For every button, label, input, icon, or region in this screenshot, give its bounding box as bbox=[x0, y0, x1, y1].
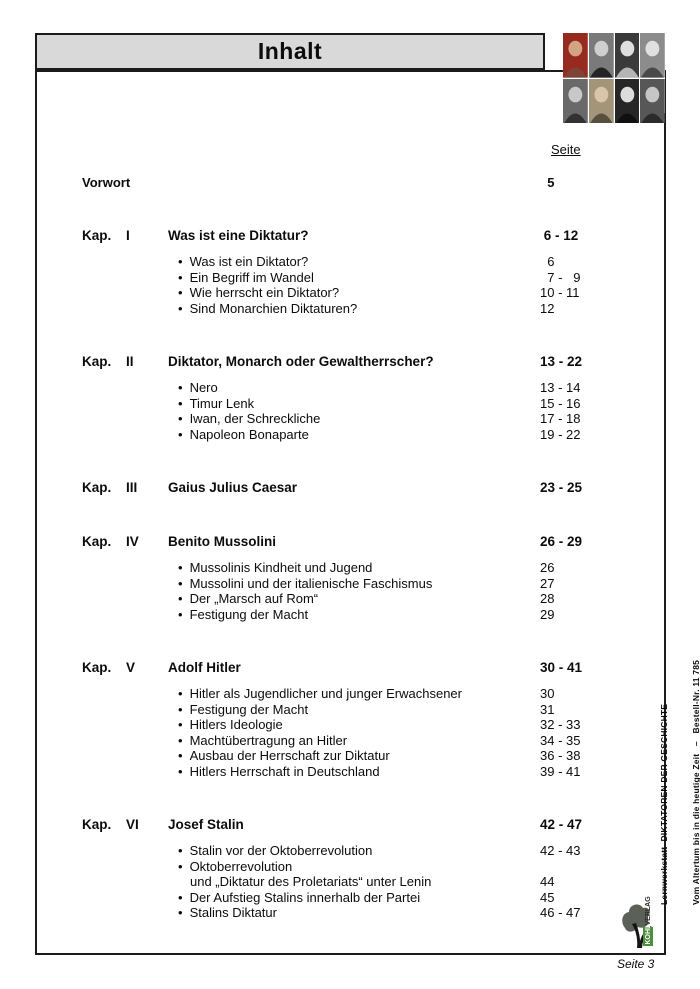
item-title bbox=[168, 560, 540, 576]
toc-item-row bbox=[82, 890, 606, 906]
toc-item-row bbox=[82, 843, 606, 859]
item-text: Festigung der Macht bbox=[189, 606, 309, 622]
bullet-icon: • bbox=[178, 732, 183, 748]
item-title bbox=[168, 591, 540, 607]
kap-numeral: IV bbox=[126, 534, 139, 549]
spacer bbox=[82, 411, 168, 427]
chapter-items bbox=[82, 254, 606, 316]
item-pages: 46 - 47 bbox=[540, 905, 581, 920]
item-pages: 17 - 18 bbox=[540, 411, 581, 426]
toc-chapter-I bbox=[82, 228, 606, 316]
bullet-icon: • bbox=[178, 285, 183, 300]
portrait-caesar-bust bbox=[615, 33, 640, 78]
chapter-pages: 30 - 41 bbox=[540, 660, 583, 675]
item-pages: 34 - 35 bbox=[540, 732, 581, 748]
chapter-title: Diktator, Monarch oder Gewaltherrscher? bbox=[168, 354, 434, 369]
item-pages: 45 bbox=[540, 889, 555, 905]
item-title bbox=[168, 396, 540, 412]
edge-series-credit bbox=[638, 635, 700, 905]
chapter-pages: 26 - 29 bbox=[540, 534, 583, 549]
item-text: Timur Lenk bbox=[189, 395, 255, 411]
bullet-icon: • bbox=[178, 843, 183, 858]
spacer bbox=[82, 560, 168, 576]
toc-item-row bbox=[82, 702, 606, 718]
spacer bbox=[82, 733, 168, 749]
item-text: Hitlers Ideologie bbox=[189, 717, 283, 732]
chapter-kap-label bbox=[82, 354, 168, 370]
portrait-stalin-young bbox=[589, 33, 614, 78]
toc-chapter-VI bbox=[82, 817, 606, 921]
kap-numeral: I bbox=[126, 228, 130, 243]
item-pages: 27 bbox=[540, 575, 555, 591]
item-pages bbox=[540, 859, 606, 875]
item-title bbox=[168, 717, 540, 733]
item-title bbox=[168, 254, 540, 270]
spacer bbox=[82, 301, 168, 317]
chapter-kap-label bbox=[82, 480, 168, 496]
item-text: Der „Marsch auf Rom“ bbox=[189, 591, 319, 606]
item-pages: 32 - 33 bbox=[540, 717, 581, 732]
item-text: Iwan, der Schreckliche bbox=[189, 411, 321, 426]
portrait-mao bbox=[563, 33, 588, 78]
page-title: Inhalt bbox=[257, 38, 323, 64]
toc-item-row bbox=[82, 380, 606, 396]
spacer bbox=[82, 843, 168, 859]
chapter-kap-label bbox=[82, 817, 168, 833]
item-text: Oktoberrevolution bbox=[189, 858, 293, 874]
bullet-icon: • bbox=[178, 380, 183, 395]
item-text: Nero bbox=[189, 380, 218, 395]
kohl-verlag-tree-icon bbox=[618, 884, 664, 952]
spacer bbox=[82, 396, 168, 412]
toc-chapter-II bbox=[82, 354, 606, 442]
item-title bbox=[168, 411, 540, 427]
chapter-kap-label bbox=[82, 660, 168, 676]
vorwort-label: Vorwort bbox=[82, 174, 131, 190]
spacer bbox=[82, 576, 168, 592]
spacer bbox=[82, 764, 168, 780]
toc-chapters bbox=[82, 228, 606, 921]
item-pages: 7 - 9 bbox=[540, 269, 581, 285]
kap-word: Kap. bbox=[82, 228, 112, 243]
spacer bbox=[82, 591, 168, 607]
item-pages: 28 bbox=[540, 591, 555, 606]
spacer bbox=[82, 874, 168, 890]
spacer bbox=[82, 380, 168, 396]
item-text: Machtübertragung an Hitler bbox=[189, 732, 348, 748]
chapter-kap-label bbox=[82, 228, 168, 244]
spacer bbox=[82, 686, 168, 702]
kap-word: Kap. bbox=[82, 534, 112, 549]
toc-item-row bbox=[82, 686, 606, 702]
bullet-icon: • bbox=[178, 748, 183, 763]
spacer bbox=[82, 427, 168, 443]
item-title bbox=[168, 686, 540, 702]
toc-chapter-III bbox=[82, 480, 606, 496]
toc-item-continuation-row bbox=[82, 874, 606, 890]
item-title bbox=[168, 890, 540, 906]
spacer bbox=[82, 905, 168, 921]
toc-item-row bbox=[82, 733, 606, 749]
item-pages: 15 - 16 bbox=[540, 395, 581, 411]
toc-item-row bbox=[82, 270, 606, 286]
item-pages: 42 - 43 bbox=[540, 843, 581, 858]
toc-column-header-row bbox=[82, 142, 606, 158]
toc-item-row bbox=[82, 748, 606, 764]
bullet-icon: • bbox=[178, 606, 183, 622]
item-title bbox=[168, 301, 540, 317]
bullet-icon: • bbox=[178, 858, 183, 874]
chapter-header-row bbox=[82, 480, 606, 496]
portrait-hitler bbox=[589, 79, 614, 124]
bullet-icon: • bbox=[178, 905, 183, 920]
spacer bbox=[82, 859, 168, 875]
item-text: Hitler als Jugendlicher und junger Erwachsener bbox=[189, 686, 462, 701]
bullet-icon: • bbox=[178, 686, 183, 701]
item-title bbox=[168, 702, 540, 718]
item-title bbox=[168, 748, 540, 764]
item-title bbox=[168, 380, 540, 396]
bullet-icon: • bbox=[178, 701, 183, 717]
chapter-items bbox=[82, 560, 606, 622]
bullet-icon: • bbox=[178, 395, 183, 411]
chapter-title: Gaius Julius Caesar bbox=[168, 480, 298, 495]
spacer bbox=[82, 270, 168, 286]
bullet-icon: • bbox=[178, 717, 183, 732]
toc-item-row bbox=[82, 560, 606, 576]
chapter-pages: 23 - 25 bbox=[540, 480, 583, 495]
chapter-header-row bbox=[82, 534, 606, 550]
toc-item-row bbox=[82, 396, 606, 412]
portrait-bearded-leader bbox=[640, 33, 665, 78]
toc-item-row bbox=[82, 301, 606, 317]
toc-item-row bbox=[82, 859, 606, 875]
toc-item-row bbox=[82, 717, 606, 733]
item-pages: 39 - 41 bbox=[540, 763, 581, 779]
item-pages: 44 bbox=[540, 874, 555, 889]
toc-item-row bbox=[82, 905, 606, 921]
toc-vorwort-row bbox=[82, 175, 606, 191]
bullet-icon: • bbox=[178, 411, 183, 426]
item-text: Sind Monarchien Diktaturen? bbox=[189, 300, 358, 316]
chapter-header-row bbox=[82, 817, 606, 833]
portrait-ceausescu bbox=[615, 79, 640, 124]
item-pages: 6 bbox=[540, 254, 555, 269]
item-text: Was ist ein Diktator? bbox=[189, 254, 309, 269]
item-text: Stalins Diktatur bbox=[189, 905, 277, 920]
item-title bbox=[168, 607, 540, 623]
dictators-photo-collage bbox=[563, 33, 665, 113]
kap-numeral: V bbox=[126, 660, 136, 675]
toc-item-row bbox=[82, 576, 606, 592]
item-text: Der Aufstieg Stalins innerhalb der Partei bbox=[189, 889, 421, 905]
item-title bbox=[168, 270, 540, 286]
toc-item-row bbox=[82, 764, 606, 780]
edge-series-title: Lernwerkstatt DIKTATOREN DER GESCHICHTE bbox=[659, 703, 669, 905]
item-text: Napoleon Bonaparte bbox=[189, 426, 309, 442]
toc-item-row bbox=[82, 254, 606, 270]
bullet-icon: • bbox=[178, 591, 183, 606]
bullet-icon: • bbox=[178, 300, 183, 316]
item-text: Mussolinis Kindheit und Jugend bbox=[189, 560, 373, 575]
toc-chapter-V bbox=[82, 660, 606, 779]
item-title bbox=[168, 764, 540, 780]
chapter-items bbox=[82, 843, 606, 921]
item-pages: 30 bbox=[540, 686, 555, 701]
seite-column-header: Seite bbox=[551, 142, 581, 157]
kap-numeral: III bbox=[126, 480, 138, 495]
toc-item-row bbox=[82, 411, 606, 427]
publisher-logo bbox=[618, 884, 664, 957]
item-title bbox=[168, 733, 540, 749]
spacer bbox=[82, 890, 168, 906]
item-text-line2: und „Diktatur des Proletariats“ unter Lenin bbox=[190, 874, 432, 889]
item-text: Hitlers Herrschaft in Deutschland bbox=[189, 763, 380, 779]
chapter-items bbox=[82, 380, 606, 442]
toc-item-row bbox=[82, 607, 606, 623]
chapter-title: Was ist eine Diktatur? bbox=[168, 228, 309, 243]
item-pages: 12 bbox=[540, 300, 555, 316]
chapter-pages: 42 - 47 bbox=[540, 817, 583, 832]
toc-item-row bbox=[82, 285, 606, 301]
item-text: Mussolini und der italienische Faschismus bbox=[189, 575, 433, 591]
chapter-header-row bbox=[82, 228, 606, 244]
chapter-header-row bbox=[82, 660, 606, 676]
item-title bbox=[168, 427, 540, 443]
spacer bbox=[82, 748, 168, 764]
item-pages: 13 - 14 bbox=[540, 380, 581, 395]
table-of-contents bbox=[82, 72, 606, 921]
spacer bbox=[82, 607, 168, 623]
bullet-icon: • bbox=[178, 575, 183, 591]
item-pages: 31 bbox=[540, 701, 555, 717]
kap-numeral: VI bbox=[126, 817, 139, 832]
chapter-title: Josef Stalin bbox=[168, 817, 244, 832]
chapter-pages: 6 - 12 bbox=[540, 228, 579, 243]
bullet-icon: • bbox=[178, 254, 183, 269]
bullet-icon: • bbox=[178, 889, 183, 905]
footer-page-number: Seite 3 bbox=[617, 957, 655, 971]
page-title-bar bbox=[35, 33, 545, 70]
item-pages: 26 bbox=[540, 560, 555, 575]
toc-item-row bbox=[82, 591, 606, 607]
portrait-officer bbox=[640, 79, 665, 124]
kap-word: Kap. bbox=[82, 480, 112, 495]
item-text: Stalin vor der Oktoberrevolution bbox=[189, 843, 373, 858]
vorwort-pages: 5 bbox=[540, 174, 555, 190]
item-pages: 36 - 38 bbox=[540, 748, 581, 763]
item-title bbox=[168, 285, 540, 301]
svg-text:KOHL: KOHL bbox=[645, 924, 653, 945]
spacer bbox=[82, 717, 168, 733]
toc-item-row bbox=[82, 427, 606, 443]
item-text: Festigung der Macht bbox=[189, 701, 309, 717]
bullet-icon: • bbox=[178, 269, 183, 285]
portrait-stalin-uniform bbox=[563, 79, 588, 124]
edge-series-subtitle: Vom Altertum bis in die heutige Zeit – Bestell-Nr. 11 785 bbox=[690, 659, 700, 905]
toc-chapter-IV bbox=[82, 534, 606, 622]
item-title bbox=[168, 576, 540, 592]
svg-text:VERLAG: VERLAG bbox=[645, 896, 653, 926]
item-title bbox=[168, 859, 540, 875]
item-text: Wie herrscht ein Diktator? bbox=[189, 285, 340, 300]
spacer bbox=[82, 285, 168, 301]
bullet-icon: • bbox=[178, 763, 183, 779]
chapter-items bbox=[82, 686, 606, 779]
item-pages: 19 - 22 bbox=[540, 426, 581, 442]
chapter-title: Adolf Hitler bbox=[168, 660, 241, 675]
item-title bbox=[168, 905, 540, 921]
item-text: Ein Begriff im Wandel bbox=[189, 269, 314, 285]
kap-word: Kap. bbox=[82, 660, 112, 675]
chapter-pages: 13 - 22 bbox=[540, 354, 583, 369]
spacer bbox=[82, 254, 168, 270]
item-text: Ausbau der Herrschaft zur Diktatur bbox=[189, 748, 390, 763]
item-pages: 10 - 11 bbox=[540, 285, 580, 300]
item-pages: 29 bbox=[540, 606, 555, 622]
spacer bbox=[82, 702, 168, 718]
kap-numeral: II bbox=[126, 354, 134, 369]
bullet-icon: • bbox=[178, 426, 183, 442]
kap-word: Kap. bbox=[82, 817, 112, 832]
chapter-kap-label bbox=[82, 534, 168, 550]
chapter-title: Benito Mussolini bbox=[168, 534, 276, 549]
bullet-icon: • bbox=[178, 560, 183, 575]
kap-word: Kap. bbox=[82, 354, 112, 369]
item-title bbox=[168, 843, 540, 859]
chapter-header-row bbox=[82, 354, 606, 370]
